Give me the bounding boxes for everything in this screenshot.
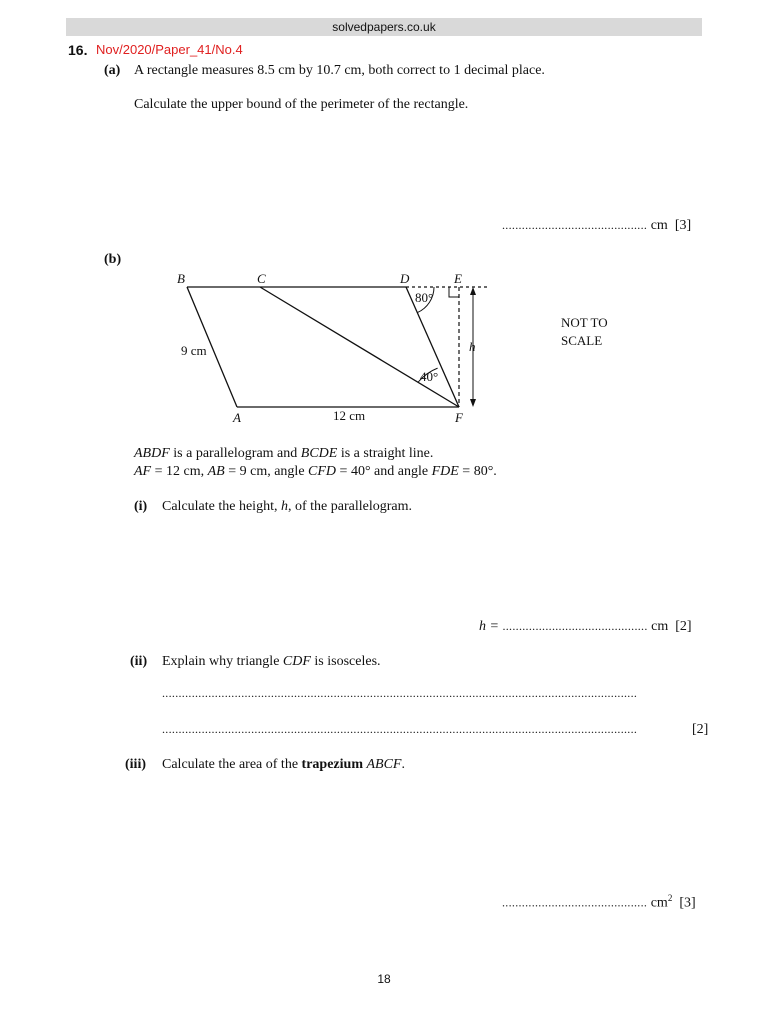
variable-h: h [280, 499, 288, 514]
statement-text: = 80°. [458, 464, 497, 479]
part-b-i-answer-line [479, 619, 692, 635]
part-a-statement: A rectangle measures 8.5 cm by 10.7 cm, both correct to 1 decimal place. [134, 63, 545, 78]
statement-text: is a parallelogram and [169, 446, 301, 461]
part-b-ii-label: (ii) [130, 654, 148, 669]
part-b-ii-answer-line-1 [162, 686, 682, 702]
part-b-ii-question [162, 654, 381, 670]
part-a-instruction: Calculate the upper bound of the perimeter of the rectangle. [134, 97, 469, 112]
answer-unit-superscript: 2 [667, 893, 673, 903]
not-to-scale-line2: SCALE [561, 333, 603, 348]
part-b-i-question [162, 499, 412, 515]
page-number: 18 [377, 972, 391, 986]
site-name: solvedpapers.co.uk [332, 20, 436, 34]
statement-text: = 9 cm, angle [224, 464, 309, 479]
line-cf [260, 287, 459, 407]
question-reference: Nov/2020/Paper_41/No.4 [96, 42, 243, 57]
point-a-label: A [233, 410, 241, 425]
point-d-label: D [400, 271, 410, 286]
part-a-answer-line [502, 218, 691, 234]
part-b-statement-2 [134, 464, 497, 480]
question-text: is isosceles. [310, 654, 381, 669]
point-c-label: C [257, 271, 266, 286]
part-b-statement-1 [134, 446, 433, 462]
point-b-label: B [177, 271, 185, 286]
answer-unit: cm [650, 218, 668, 233]
point-e-label: E [454, 271, 462, 286]
line-name: BCDE [300, 446, 338, 461]
statement-text: = 40° and angle [336, 464, 432, 479]
point-f-label: F [455, 410, 463, 425]
part-b-ii-marks: [2] [692, 722, 709, 737]
marks: [2] [675, 619, 692, 634]
part-b-iii-question [162, 757, 405, 773]
segment-af: AF [134, 464, 152, 479]
height-label: h [469, 339, 476, 354]
answer-dots: ............................................ [502, 619, 648, 633]
side-ab-label: 9 cm [181, 343, 207, 358]
part-b-iii-label: (iii) [125, 757, 146, 772]
angle-fde-label: 80° [415, 290, 434, 305]
parallelogram-name: ABDF [134, 446, 170, 461]
angle-cfd-label: 40° [420, 369, 439, 384]
side-df [406, 287, 459, 407]
answer-dots: ................................................................................................................................................ [162, 722, 638, 736]
answer-dots: ................................................................................................................................................ [162, 686, 638, 700]
right-angle-marker [449, 287, 459, 297]
question-text: Explain why triangle [162, 654, 283, 669]
part-b-label: (b) [104, 252, 122, 267]
question-text: , of the parallelogram. [287, 499, 412, 514]
height-arrowhead-top [470, 287, 476, 295]
part-b-ii-answer-line-2 [162, 722, 682, 738]
question-text: Calculate the height, [162, 499, 281, 514]
part-b-iii-answer-line [502, 893, 696, 912]
question-number: 16. [68, 42, 88, 58]
segment-ab: AB [207, 464, 225, 479]
part-a-label: (a) [104, 63, 121, 78]
answer-prefix: h = [479, 619, 499, 634]
part-b-i-label: (i) [134, 499, 148, 514]
trapezium-name: ABCF [366, 757, 402, 772]
trapezium-word: trapezium [301, 757, 363, 772]
question-text: Calculate the area of the [162, 757, 302, 772]
angle-cfd-name: CFD [308, 464, 337, 479]
question-text: . [401, 757, 405, 772]
side-af-label: 12 cm [333, 408, 366, 423]
answer-unit: cm [650, 895, 668, 911]
angle-fde-name: FDE [431, 464, 459, 479]
parallelogram-diagram [150, 262, 608, 430]
answer-dots: ............................................ [502, 218, 648, 232]
triangle-name: CDF [282, 654, 311, 669]
marks: [3] [674, 218, 692, 233]
not-to-scale-line1: NOT TO [561, 315, 608, 330]
header-banner [66, 18, 702, 36]
answer-dots: ............................................ [502, 895, 648, 910]
height-arrowhead-bottom [470, 399, 476, 407]
marks: [3] [679, 895, 696, 911]
answer-unit: cm [651, 619, 669, 634]
statement-text: is a straight line. [337, 446, 434, 461]
statement-text: = 12 cm, [151, 464, 208, 479]
